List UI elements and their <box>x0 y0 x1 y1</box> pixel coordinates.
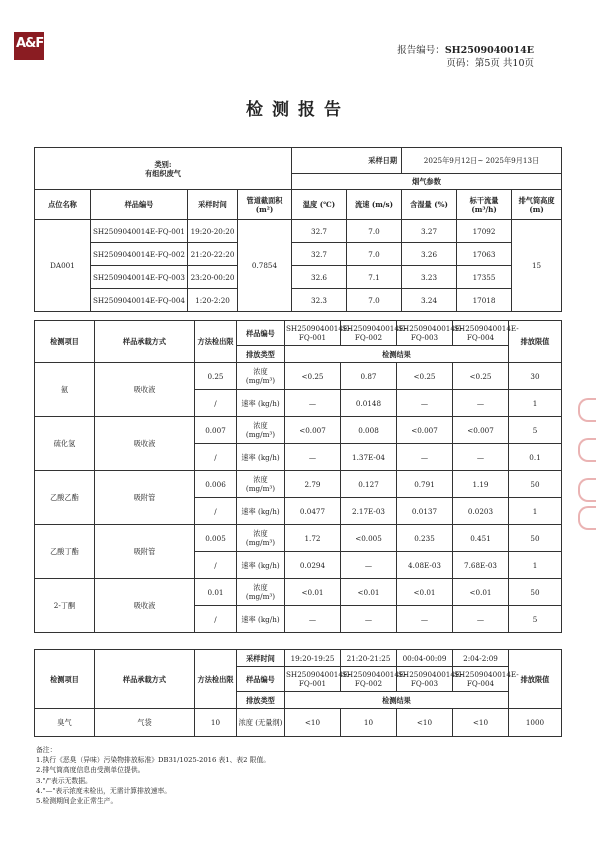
result-value: — <box>453 444 509 471</box>
seal-stamp <box>574 398 596 528</box>
temp-value: 32.6 <box>292 266 347 289</box>
page-title: 检测报告 <box>246 100 350 120</box>
detection-limit: / <box>195 606 237 633</box>
item-name: 臭气 <box>35 709 95 737</box>
note-item: 1.执行《恶臭（异味）污染物排放标准》DB31/1025-2016 表1、表2 限值。 <box>36 756 271 765</box>
company-logo <box>14 32 44 60</box>
detection-limit: / <box>195 444 237 471</box>
result-value: 0.235 <box>397 525 453 552</box>
th-result: 检测结果 <box>285 692 509 709</box>
detection-limit: / <box>195 498 237 525</box>
result-value: <0.01 <box>397 579 453 606</box>
th-sample-no: 样品编号 <box>237 321 285 346</box>
notes <box>36 745 556 806</box>
limit-value: 1 <box>509 552 562 579</box>
result-value: — <box>397 606 453 633</box>
th-humidity: 含湿量 (%) <box>402 190 457 220</box>
smoke-params-table <box>34 147 562 312</box>
emission-type: 速率 (kg/h) <box>237 498 285 525</box>
th-item: 检测项目 <box>35 650 95 709</box>
th-time: 采样时间 <box>188 190 238 220</box>
humidity-value: 3.26 <box>402 243 457 266</box>
result-value: <0.01 <box>285 579 341 606</box>
result-value: 4.08E-03 <box>397 552 453 579</box>
limit-value: 50 <box>509 579 562 606</box>
flow-value: 17063 <box>457 243 512 266</box>
limit-value: 1000 <box>509 709 562 737</box>
th-area: 管道截面积 (m²) <box>238 190 292 220</box>
category-value: 有组织废气 <box>145 168 181 178</box>
report-number-label: 报告编号： <box>397 45 445 56</box>
th-result: 检测结果 <box>285 346 509 363</box>
limit-value: 50 <box>509 471 562 498</box>
result-value: <10 <box>397 709 453 737</box>
temp-value: 32.7 <box>292 220 347 243</box>
limit-value: 1 <box>509 498 562 525</box>
sample-no: SH2509040014E-FQ-001 <box>91 220 188 243</box>
item-name: 乙酸乙酯 <box>35 471 95 525</box>
sample-time-2: 21:20-21:25 <box>341 650 397 667</box>
humidity-value: 3.24 <box>402 289 457 312</box>
flow-value: 17355 <box>457 266 512 289</box>
emission-type: 速率 (kg/h) <box>237 606 285 633</box>
th-limit: 排放限值 <box>509 650 562 709</box>
report-number <box>397 42 534 56</box>
th-media: 样品承载方式 <box>95 321 195 363</box>
category-label: 类别: <box>154 159 172 169</box>
emission-type: 速率 (kg/h) <box>237 390 285 417</box>
detection-limit: 0.007 <box>195 417 237 444</box>
result-value: <0.25 <box>397 363 453 390</box>
th-sample-no: 样品编号 <box>91 190 188 220</box>
table-row <box>35 709 562 737</box>
table-row <box>35 289 562 312</box>
emission-type: 浓度 (mg/m³) <box>237 471 285 498</box>
limit-value: 5 <box>509 417 562 444</box>
sample-no-3: SH2509040014E-FQ-003 <box>397 667 453 692</box>
item-media: 吸收液 <box>95 417 195 471</box>
flow-value: 17092 <box>457 220 512 243</box>
result-value: <0.005 <box>341 525 397 552</box>
detection-limit: 0.25 <box>195 363 237 390</box>
result-value: — <box>341 606 397 633</box>
th-emission-type: 排放类型 <box>237 346 285 363</box>
smoke-params-label: 烟气参数 <box>292 174 562 190</box>
result-value: <0.007 <box>453 417 509 444</box>
result-value: 2.79 <box>285 471 341 498</box>
result-value: <10 <box>453 709 509 737</box>
result-value: 2.17E-03 <box>341 498 397 525</box>
note-item: 2.排气筒高度信息由受测单位提供。 <box>36 766 145 775</box>
table-row <box>35 471 562 498</box>
sample-no-2: SH2509040014E-FQ-002 <box>341 667 397 692</box>
category-cell <box>35 148 292 190</box>
sample-time: 1:20-2:20 <box>188 289 238 312</box>
th-time: 采样时间 <box>237 650 285 667</box>
limit-value: 1 <box>509 390 562 417</box>
emission-type: 浓度 (mg/m³) <box>237 525 285 552</box>
th-sample-no: 样品编号 <box>237 667 285 692</box>
result-value: 0.451 <box>453 525 509 552</box>
th-velocity: 流速 (m/s) <box>347 190 402 220</box>
limit-value: 30 <box>509 363 562 390</box>
th-height: 排气筒高度 (m) <box>512 190 562 220</box>
result-value: — <box>453 390 509 417</box>
velocity-value: 7.1 <box>347 266 402 289</box>
emission-type: 速率 (kg/h) <box>237 444 285 471</box>
height-value: 15 <box>512 220 562 312</box>
result-value: <0.25 <box>285 363 341 390</box>
detection-limit: / <box>195 390 237 417</box>
result-value: 0.87 <box>341 363 397 390</box>
result-value: — <box>285 390 341 417</box>
item-name: 硫化氢 <box>35 417 95 471</box>
table-row <box>35 266 562 289</box>
item-name: 氨 <box>35 363 95 417</box>
th-emission-type: 排放类型 <box>237 692 285 709</box>
sample-time-4: 2:04-2:09 <box>453 650 509 667</box>
emission-type: 浓度 (mg/m³) <box>237 417 285 444</box>
result-value: — <box>453 606 509 633</box>
notes-heading: 备注： <box>36 746 57 754</box>
item-media: 吸附管 <box>95 525 195 579</box>
result-value: 0.0203 <box>453 498 509 525</box>
velocity-value: 7.0 <box>347 243 402 266</box>
sample-date-value: 2025年9月12日~ 2025年9月13日 <box>402 148 562 174</box>
note-item: 4."—"表示浓度未检出，无需计算排放速率。 <box>36 786 172 795</box>
table-row <box>35 243 562 266</box>
result-value: <0.007 <box>285 417 341 444</box>
result-value: <10 <box>285 709 341 737</box>
limit-value: 50 <box>509 525 562 552</box>
result-value: — <box>285 444 341 471</box>
emission-type: 浓度 (无量纲) <box>237 709 285 737</box>
detection-limit: / <box>195 552 237 579</box>
result-value: <0.01 <box>341 579 397 606</box>
point-name: DA001 <box>35 220 91 312</box>
sample-time-3: 00:04-00:09 <box>397 650 453 667</box>
th-item: 检测项目 <box>35 321 95 363</box>
th-temp: 温度 (℃) <box>292 190 347 220</box>
table-row <box>35 417 562 444</box>
th-method-limit: 方法检出限 <box>195 321 237 363</box>
sample-no-2: SH2509040014E-FQ-002 <box>341 321 397 346</box>
detection-limit: 0.01 <box>195 579 237 606</box>
sample-date-label: 采样日期 <box>292 148 402 174</box>
result-value: 0.0477 <box>285 498 341 525</box>
sample-no-4: SH2509040014E-FQ-004 <box>453 667 509 692</box>
item-media: 吸收液 <box>95 363 195 417</box>
item-media: 吸收液 <box>95 579 195 633</box>
odor-results-table <box>34 649 562 737</box>
sample-no-1: SH2509040014E-FQ-001 <box>285 321 341 346</box>
th-method-limit: 方法检出限 <box>195 650 237 709</box>
limit-value: 5 <box>509 606 562 633</box>
result-value: — <box>397 390 453 417</box>
note-item: 3."/"表示无数据。 <box>36 776 92 785</box>
result-value: 1.19 <box>453 471 509 498</box>
result-value: 0.0148 <box>341 390 397 417</box>
sample-time: 23:20-00:20 <box>188 266 238 289</box>
sample-time: 19:20-20:20 <box>188 220 238 243</box>
result-value: 10 <box>341 709 397 737</box>
humidity-value: 3.23 <box>402 266 457 289</box>
note-item: 5.检测期间企业正常生产。 <box>36 797 118 806</box>
result-value: 0.0137 <box>397 498 453 525</box>
detection-limit: 0.005 <box>195 525 237 552</box>
result-value: 1.37E-04 <box>341 444 397 471</box>
sample-time: 21:20-22:20 <box>188 243 238 266</box>
th-media: 样品承载方式 <box>95 650 195 709</box>
velocity-value: 7.0 <box>347 220 402 243</box>
table-row <box>35 525 562 552</box>
flow-value: 17018 <box>457 289 512 312</box>
sample-time-1: 19:20-19:25 <box>285 650 341 667</box>
th-limit: 排放限值 <box>509 321 562 363</box>
sample-no-1: SH2509040014E-FQ-001 <box>285 667 341 692</box>
result-value: <0.01 <box>453 579 509 606</box>
result-value: <0.25 <box>453 363 509 390</box>
report-number-value: SH2509040014E <box>444 45 534 56</box>
logo-text: A&F <box>16 36 44 51</box>
th-flow: 标干流量 (m³/h) <box>457 190 512 220</box>
item-media: 气袋 <box>95 709 195 737</box>
result-value: 0.791 <box>397 471 453 498</box>
table-row <box>35 579 562 606</box>
result-value: 0.127 <box>341 471 397 498</box>
table-row <box>35 363 562 390</box>
result-value: — <box>341 552 397 579</box>
humidity-value: 3.27 <box>402 220 457 243</box>
area-value: 0.7854 <box>238 220 292 312</box>
table-row <box>35 220 562 243</box>
item-name: 2-丁酮 <box>35 579 95 633</box>
result-value: 0.008 <box>341 417 397 444</box>
emission-type: 速率 (kg/h) <box>237 552 285 579</box>
result-value: — <box>285 606 341 633</box>
limit-value: 0.1 <box>509 444 562 471</box>
result-value: <0.007 <box>397 417 453 444</box>
velocity-value: 7.0 <box>347 289 402 312</box>
temp-value: 32.7 <box>292 243 347 266</box>
page-number: 页码：第5页 共10页 <box>446 58 534 69</box>
pollutant-results-table <box>34 320 562 633</box>
sample-no-4: SH2509040014E-FQ-004 <box>453 321 509 346</box>
emission-type: 浓度 (mg/m³) <box>237 363 285 390</box>
result-value: 1.72 <box>285 525 341 552</box>
th-point: 点位名称 <box>35 190 91 220</box>
sample-no-3: SH2509040014E-FQ-003 <box>397 321 453 346</box>
detection-limit: 0.006 <box>195 471 237 498</box>
sample-no: SH2509040014E-FQ-003 <box>91 266 188 289</box>
result-value: 7.68E-03 <box>453 552 509 579</box>
emission-type: 浓度 (mg/m³) <box>237 579 285 606</box>
detection-limit: 10 <box>195 709 237 737</box>
temp-value: 32.3 <box>292 289 347 312</box>
sample-no: SH2509040014E-FQ-002 <box>91 243 188 266</box>
item-media: 吸附管 <box>95 471 195 525</box>
sample-no: SH2509040014E-FQ-004 <box>91 289 188 312</box>
item-name: 乙酸丁酯 <box>35 525 95 579</box>
result-value: 0.0294 <box>285 552 341 579</box>
result-value: — <box>397 444 453 471</box>
